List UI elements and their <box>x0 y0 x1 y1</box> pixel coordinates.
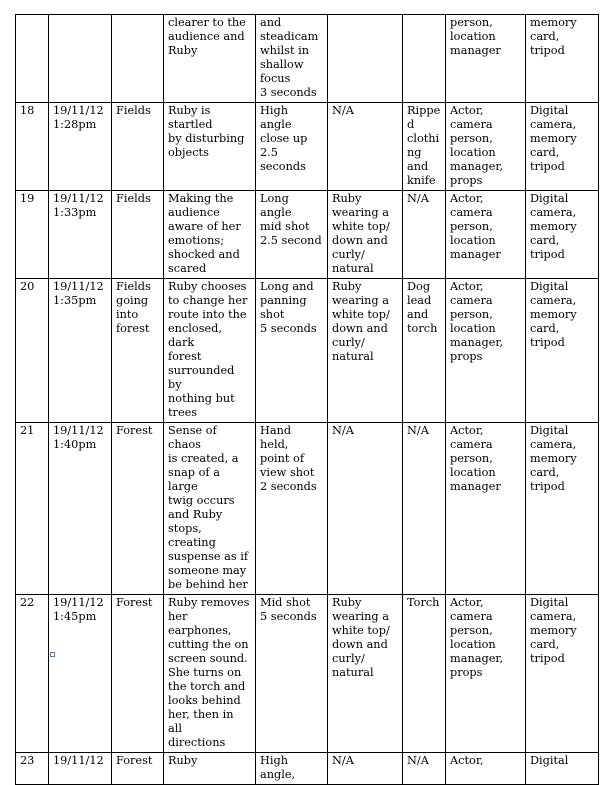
table-row <box>16 15 599 103</box>
text-cursor-marker <box>50 652 55 657</box>
costume-cell: N/A <box>328 103 403 191</box>
props-cell: N/A <box>403 753 446 785</box>
shot-number-cell: 19 <box>16 191 49 279</box>
props-cell: Rippe d clothi ng and knife <box>403 103 446 191</box>
costume-cell: Ruby wearing a white top/ down and curly/ natural <box>328 191 403 279</box>
shot-number-cell: 18 <box>16 103 49 191</box>
equipment-cell: Digital <box>526 753 599 785</box>
table-row <box>16 595 599 753</box>
shot-list-table <box>15 14 599 785</box>
table-row <box>16 279 599 423</box>
shot-type-cell: Hand held, point of view shot 2 seconds <box>256 423 328 595</box>
shot-type-cell: Long angle mid shot 2.5 second <box>256 191 328 279</box>
equipment-cell: Digital camera, memory card, tripod <box>526 191 599 279</box>
shot-number-cell: 22 <box>16 595 49 753</box>
shot-type-cell: Long and panning shot 5 seconds <box>256 279 328 423</box>
shot-number-cell <box>16 15 49 103</box>
location-cell <box>112 15 164 103</box>
shot-type-cell: and steadicam whilst in shallow focus 3 seconds <box>256 15 328 103</box>
date-time-cell <box>49 15 112 103</box>
crew-cell: Actor, <box>446 753 526 785</box>
description-cell: Ruby removes her earphones, cutting the on screen sound. She turns on the torch and looks behind her, then in all directions <box>164 595 256 753</box>
shot-type-cell: High angle close up 2.5 seconds <box>256 103 328 191</box>
table-row <box>16 753 599 785</box>
date-time-cell: 19/11/12 1:35pm <box>49 279 112 423</box>
shot-number-cell: 23 <box>16 753 49 785</box>
props-cell: Dog lead and torch <box>403 279 446 423</box>
description-cell: Sense of chaos is created, a snap of a large twig occurs and Ruby stops, creating suspense as if someone may be behind her <box>164 423 256 595</box>
shot-type-cell: High angle, <box>256 753 328 785</box>
description-cell: Ruby chooses to change her route into the enclosed, dark forest surrounded by nothing but trees <box>164 279 256 423</box>
equipment-cell: Digital camera, memory card, tripod <box>526 595 599 753</box>
props-cell: N/A <box>403 423 446 595</box>
description-cell: Ruby <box>164 753 256 785</box>
location-cell: Fields going into forest <box>112 279 164 423</box>
date-time-cell: 19/11/12 1:33pm <box>49 191 112 279</box>
date-time-cell: 19/11/12 1:40pm <box>49 423 112 595</box>
date-time-cell: 19/11/12 <box>49 753 112 785</box>
date-time-cell: 19/11/12 1:45pm <box>49 595 112 753</box>
location-cell: Forest <box>112 595 164 753</box>
date-time-cell: 19/11/12 1:28pm <box>49 103 112 191</box>
equipment-cell: memory card, tripod <box>526 15 599 103</box>
location-cell: Forest <box>112 423 164 595</box>
location-cell: Fields <box>112 191 164 279</box>
props-cell <box>403 15 446 103</box>
crew-cell: Actor, camera person, location manager, props <box>446 595 526 753</box>
costume-cell <box>328 15 403 103</box>
equipment-cell: Digital camera, memory card, tripod <box>526 279 599 423</box>
crew-cell: Actor, camera person, location manager, props <box>446 279 526 423</box>
costume-cell: N/A <box>328 753 403 785</box>
description-cell: Making the audience aware of her emotions; shocked and scared <box>164 191 256 279</box>
shot-number-cell: 20 <box>16 279 49 423</box>
costume-cell: Ruby wearing a white top/ down and curly/ natural <box>328 595 403 753</box>
shot-number-cell: 21 <box>16 423 49 595</box>
description-cell: clearer to the audience and Ruby <box>164 15 256 103</box>
props-cell: N/A <box>403 191 446 279</box>
crew-cell: Actor, camera person, location manager <box>446 191 526 279</box>
equipment-cell: Digital camera, memory card, tripod <box>526 423 599 595</box>
table-row <box>16 103 599 191</box>
shot-type-cell: Mid shot 5 seconds <box>256 595 328 753</box>
costume-cell: Ruby wearing a white top/ down and curly/ natural <box>328 279 403 423</box>
crew-cell: Actor, camera person, location manager <box>446 423 526 595</box>
description-cell: Ruby is startled by disturbing objects <box>164 103 256 191</box>
equipment-cell: Digital camera, memory card, tripod <box>526 103 599 191</box>
table-row <box>16 191 599 279</box>
location-cell: Forest <box>112 753 164 785</box>
crew-cell: Actor, camera person, location manager, props <box>446 103 526 191</box>
location-cell: Fields <box>112 103 164 191</box>
table-row <box>16 423 599 595</box>
costume-cell: N/A <box>328 423 403 595</box>
props-cell: Torch <box>403 595 446 753</box>
crew-cell: person, location manager <box>446 15 526 103</box>
